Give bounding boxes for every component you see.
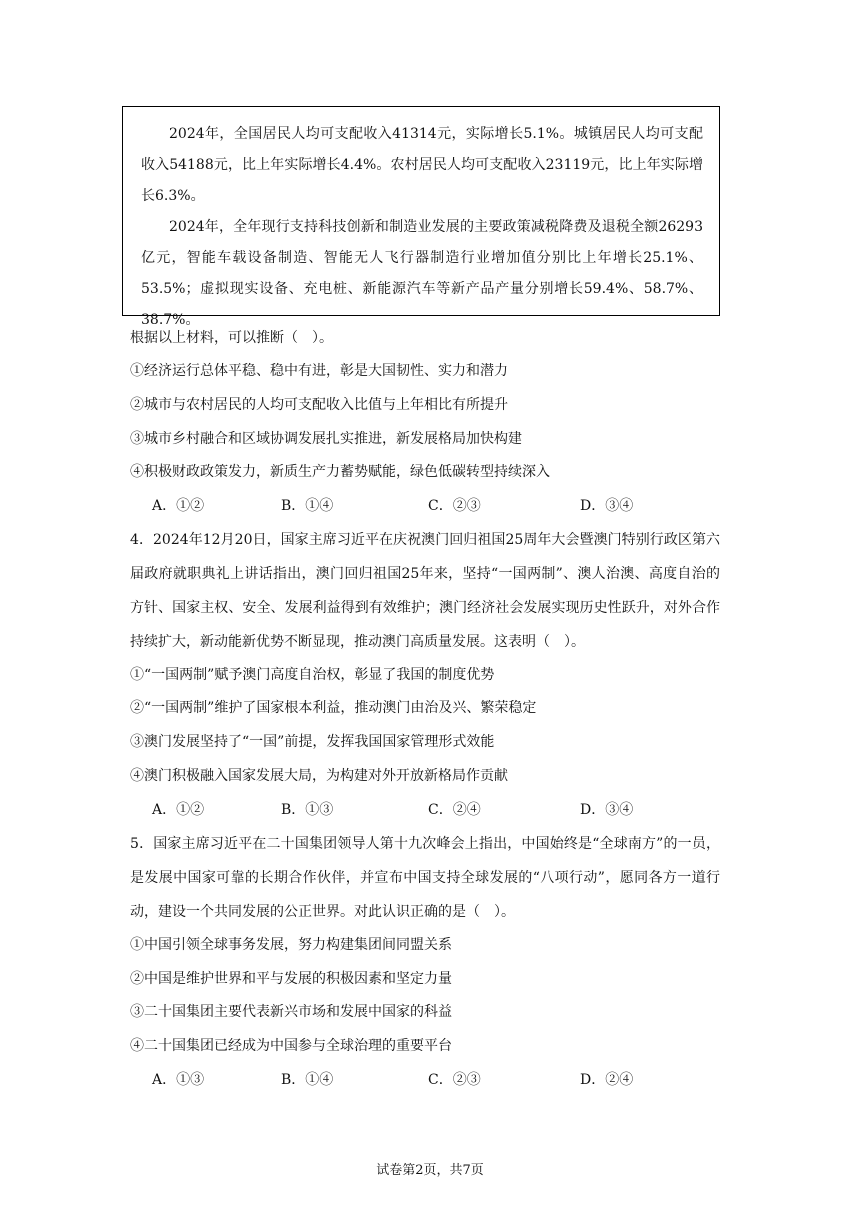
option-c: C．②③ [428,498,481,514]
question-stem: 4．2024年12月20日，国家主席习近平在庆祝澳门回归祖国25周年大会暨澳门特别行政区第六届政府就职典礼上讲话指出，澳门回归祖国25年来，坚持“一国两制”、澳人治澳、高度自治的方针、国家主权、安全、发展利益得到有效维护；澳门经济社会发展实现历史性跃升，对外合作持续扩大，新动能新优势不断显现，推动澳门高质量发展。这表明（ ）。 [130,532,720,650]
statement-1: ①“一国两制”赋予澳门高度自治权，彰显了我国的制度优势 [130,667,495,683]
statement-2: ②城市与农村居民的人均可支配收入比值与上年相比有所提升 [130,397,508,413]
option-c: C．②④ [428,802,481,818]
question-stem: 根据以上材料，可以推断（ ）。 [130,330,333,346]
material-paragraph: 2024年，全年现行支持科技创新和制造业发展的主要政策减税降费及退税全额26293亿元，智能车载设备制造、智能无人飞行器制造行业增加值分别比上年增长25.1%、53.5%；虚拟现实设备、充电桩、新能源汽车等新产品产量分别增长59.4%、58.7%、38.7%。 [141,219,703,328]
statement-2: ②中国是维护世界和平与发展的积极因素和坚定力量 [130,971,452,987]
option-a: A．①③ [152,1072,205,1088]
statement-4: ④澳门积极融入国家发展大局，为构建对外开放新格局作贡献 [130,768,508,784]
option-a: A．①② [152,498,205,514]
material-box [122,106,720,328]
statement-4: ④积极财政政策发力，新质生产力蓄势赋能，绿色低碳转型持续深入 [130,464,550,480]
option-a: A．①② [152,802,205,818]
statement-1: ①经济运行总体平稳、稳中有进，彰是大国韧性、实力和潜力 [130,363,508,379]
option-c: C．②③ [428,1072,481,1088]
option-d: D．③④ [580,802,634,818]
statement-4: ④二十国集团已经成为中国参与全球治理的重要平台 [130,1038,452,1054]
material-paragraph: 2024年，全国居民人均可支配收入41314元，实际增长5.1%。城镇居民人均可支配收入54188元，比上年实际增长4.4%。农村居民人均可支配收入23119元，比上年实际增长6.3%。 [141,126,703,204]
statement-3: ③澳门发展坚持了“一国”前提，发挥我国国家管理形式效能 [130,734,495,750]
statement-1: ①中国引领全球事务发展，努力构建集团间同盟关系 [130,937,452,953]
statement-3: ③城市乡村融合和区域协调发展扎实推进，新发展格局加快构建 [130,431,522,447]
option-b: B．①④ [281,498,334,514]
statement-3: ③二十国集团主要代表新兴市场和发展中国家的科益 [130,1004,452,1020]
option-b: B．①④ [281,1072,334,1088]
option-b: B．①③ [281,802,334,818]
option-d: D．②④ [580,1072,634,1088]
question-stem: 5．国家主席习近平在二十国集团领导人第十九次峰会上指出，中国始终是“全球南方”的一员，是发展中国家可靠的长期合作伙伴，并宣布中国支持全球发展的“八项行动”，愿同各方一道行动，建设一个共同发展的公正世界。对此认识正确的是（ ）。 [130,836,720,920]
option-d: D．③④ [580,498,634,514]
statement-2: ②“一国两制”维护了国家根本利益，推动澳门由治及兴、繁荣稳定 [130,700,537,716]
page-footer: 试卷第2页，共7页 [376,1163,484,1178]
